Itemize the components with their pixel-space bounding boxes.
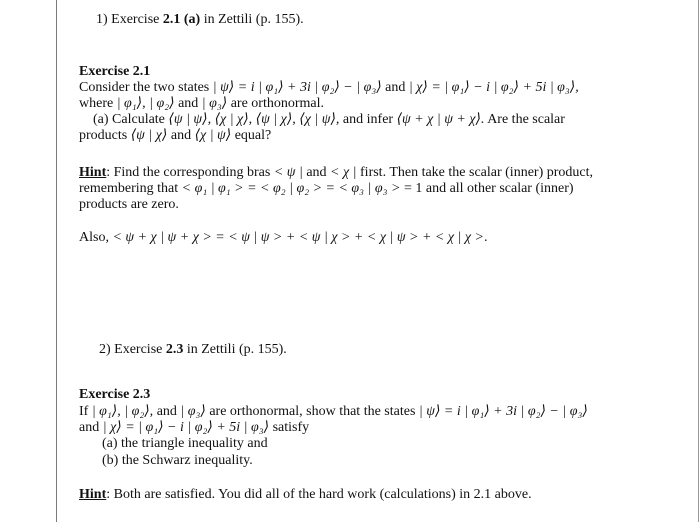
q2-heading: 2) Exercise 2.3 in Zettili (p. 155).: [99, 342, 287, 357]
q1-heading: 1) Exercise 2.1 (a) in Zettili (p. 155).: [96, 12, 304, 27]
q1-exercise-title: Exercise 2.1: [79, 64, 151, 79]
q2-problem-line-2: and | χ⟩ = | φ₁⟩ − i | φ₂⟩ + 5i | φ₃⟩ satisfy: [79, 420, 310, 435]
q1-problem-line-4: products ⟨ψ | χ⟩ and ⟨χ | ψ⟩ equal?: [79, 128, 272, 143]
q1-hint-line-3: products are zero.: [79, 197, 179, 212]
q2-exercise-title: Exercise 2.3: [79, 387, 151, 402]
q1-problem-line-3: (a) Calculate ⟨ψ | ψ⟩, ⟨χ | χ⟩, ⟨ψ | χ⟩, ⟨χ | ψ⟩, and infer ⟨ψ + χ | ψ + χ⟩. Are the scalar: [93, 112, 565, 127]
hint-label: Hint: [79, 165, 107, 180]
q2-problem-line-1: If | φ₁⟩, | φ₂⟩, and | φ₃⟩ are orthonormal, show that the states | ψ⟩ = i | φ₁⟩ + 3i | φ₂⟩ − | φ₃⟩: [79, 404, 588, 419]
hint-label: Hint: [79, 487, 107, 502]
q1-problem-line-2: where | φ₁⟩, | φ₂⟩ and | φ₃⟩ are orthonormal.: [79, 96, 325, 111]
q1-hint-line-2: remembering that < φ₁ | φ₁ > = < φ₂ | φ₂ > = < φ₃ | φ₃ > = 1 and all other scalar (inner): [79, 181, 574, 196]
q2-item-a: (a) the triangle inequality and: [102, 436, 268, 451]
q2-hint-line: Hint: Both are satisfied. You did all of the hard work (calculations) in 2.1 above.: [79, 487, 532, 502]
q2-item-b: (b) the Schwarz inequality.: [102, 453, 253, 468]
q1-problem-line-1: Consider the two states | ψ⟩ = i | φ₁⟩ + 3i | φ₂⟩ − | φ₃⟩ and | χ⟩ = | φ₁⟩ − i | φ₂⟩ + 5i | φ₃⟩,: [79, 80, 579, 95]
q1-also-line: Also, < ψ + χ | ψ + χ > = < ψ | ψ > + < ψ | χ > + < χ | ψ > + < χ | χ >.: [79, 230, 488, 245]
q1-hint-line-1: Hint: Find the corresponding bras < ψ | and < χ | first. Then take the scalar (inner) product,: [79, 165, 593, 180]
